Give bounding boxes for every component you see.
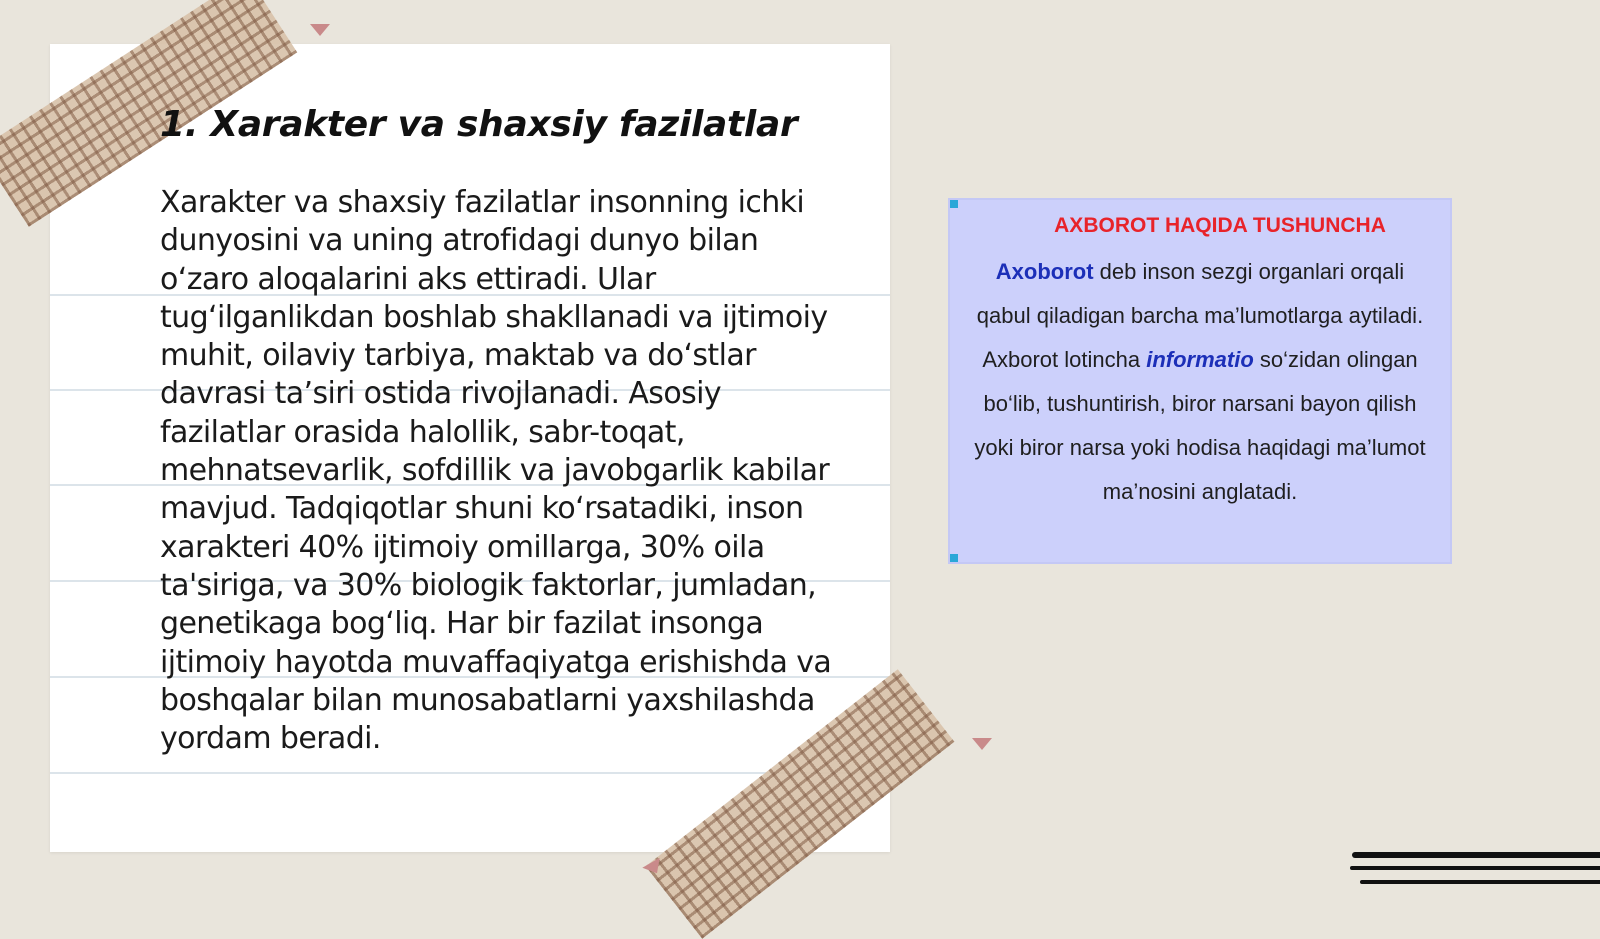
brush-stroke <box>1350 866 1600 870</box>
info-box <box>950 200 1450 562</box>
info-keyword-axoborot: Axoborot <box>995 259 1094 284</box>
brush-stroke <box>1360 880 1600 884</box>
info-text-part-1: deb inson sezgi organlari orqali qabul qiladigan barcha ma’lumotlarga aytiladi. Axborot lotincha <box>976 259 1424 372</box>
pin-top-left <box>310 24 330 36</box>
note-paragraph: Xarakter va shaxsiy fazilatlar insonning ichki dunyosini va uning atrofidagi dunyo bilan o‘zaro aloqalarini aks ettiradi. Ular tug‘ilganlikdan boshlab shakllanadi va ijtimoiy muhit, oilaviy tarbiya, maktab va do‘stlar davrasi ta’siri ostida rivojlanadi. Asosiy fazilatlar orasida halollik, sabr-toqat, mehnatsevarlik, sofdillik va javobgarlik kabilar mavjud. Tadqiqotlar shuni ko‘rsatadiki, inson xarakteri 40% ijtimoiy omillarga, 30% oila ta'siriga, va 30% biologik faktorlar, jumladan, genetikaga bog‘liq. Har bir fazilat insonga ijtimoiy hayotda muvaffaqiyatga erishishda va boshqalar bilan munosabatlarni yaxshilashda yordam beradi. <box>160 185 832 757</box>
info-box-corner-marker <box>950 200 958 208</box>
info-box-heading: AXBOROT HAQIDA TUSHUNCHA <box>1054 214 1386 237</box>
note-title: 1. Xarakter va shaxsiy fazilatlar <box>160 104 798 145</box>
info-box-text <box>972 250 1428 514</box>
info-box-corner-marker <box>950 554 958 562</box>
brush-stroke <box>1352 852 1600 858</box>
info-keyword-informatio: informatio <box>1146 347 1254 372</box>
info-text-part-2: so‘zidan olingan bo‘lib, tushuntirish, biror narsani bayon qilish yoki biror narsa yoki hodisa haqidagi ma’lumot ma’nosini anglatadi. <box>974 347 1426 504</box>
pin-bottom-right <box>972 738 992 750</box>
